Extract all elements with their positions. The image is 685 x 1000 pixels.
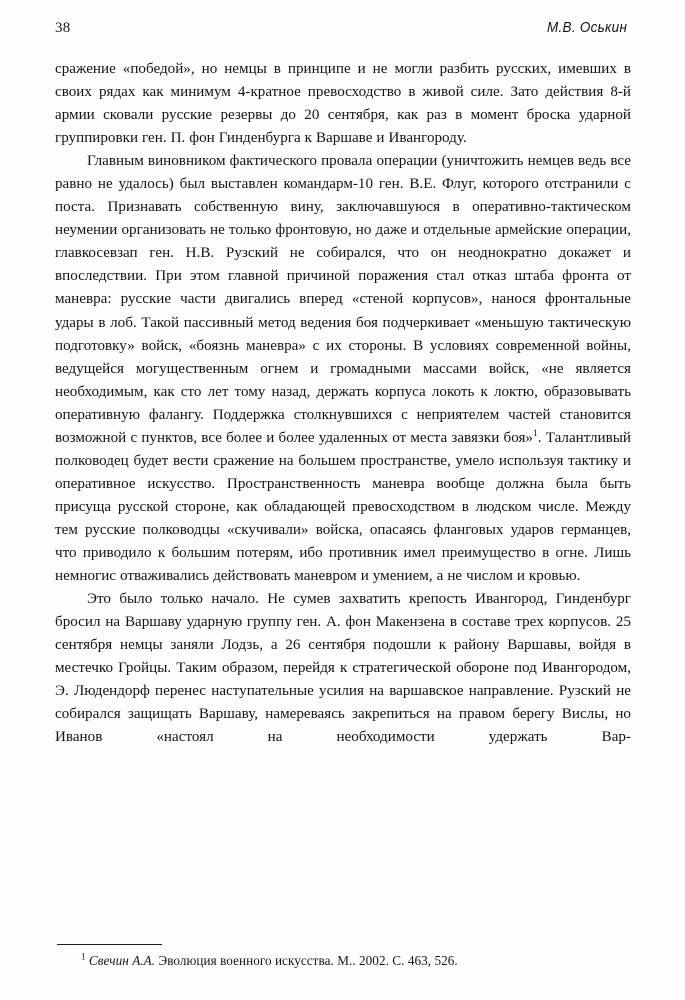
footnote-marker: 1 <box>81 951 86 962</box>
running-head <box>55 20 630 42</box>
paragraph-3: Это было только начало. Не сумев захватить крепость Ивангород, Гинденбург бросил на Варшаву ударную группу ген. А. фон Макензена в составе трех корпусов. 25 сентября немцы заняли Лодзь, а 26 сентября подошли к району Варшавы, войдя в местечко Гройцы. Таким образом, перейдя к стратегической обороне под Ивангородом, Э. Людендорф перенес наступательные усилия на варшавское направление. Рузский не собирался защищать Варшаву, намереваясь закрепиться на правом берегу Вислы, но Иванов «настоял на необходимости удержать Вар- <box>55 591 631 746</box>
paragraph-1: сражение «победой», но немцы в принципе и не могли разбить русских, имевших в своих рядах как минимум 4-кратное превосходство в живой силе. Зато действия 8-й армии сковали русские резервы до 20 сентября, как раз в момент броска ударной группировки ген. П. фон Гинденбурга к Варшаве и Ивангороду. <box>55 61 631 147</box>
footnote-separator-rule <box>57 944 162 945</box>
footnote-author: Свечин А.А. <box>88 953 156 968</box>
footnote-reference-marker[interactable]: 1 <box>533 428 538 439</box>
footnote-entry <box>55 952 631 970</box>
body-text-block <box>55 58 631 749</box>
footnote-reference-text: Эволюция военного искусства. М.. 2002. С. 463, 526. <box>155 953 458 968</box>
running-head-author: М.В. Оськин <box>546 20 627 36</box>
page-number: 38 <box>55 20 71 36</box>
paragraph-2-text-before-footnote: Главным виновником фактического провала операции (уничтожить немцев ведь все равно не удалось) был выставлен командарм-10 ген. В.Е. Флуг, которого отстранили с поста. Признавать собственную вину, заключавшуюся в оперативно-тактическом неумении организовать не только фронтовую, но даже и отдельные армейские операции, главкосевзап ген. Н.В. Рузский не собирался, что он неоднократно докажет и впоследствии. При этом главной причиной поражения стал отказ штаба фронта от маневра: русские части двигались вперед «стеной корпусов», нанося фронтальные удары в лоб. Такой пассивный метод ведения боя подчеркивает «меньшую тактическую подготовку» войск, «боязнь маневра» с их стороны. В условиях современной войны, ведущейся могущественным огнем и громадными массами войск, «не является необходимым, как сто лет тому назад, держать корпуса локоть к локтю, образовывать оперативную фалангу. Поддержка столкнувшихся с неприятелем частей становится возможной с пунктов, все более и более удаленных от места завязки боя» <box>55 153 631 446</box>
paragraph-2 <box>55 150 631 588</box>
paragraph-2-text-after-footnote: . Талантливый полководец будет вести сражение на большем пространстве, умело используя тактику и оперативное искусство. Пространственность маневра вообще должна была быть присуща русской стороне, как обладающей превосходством в людском числе. Между тем русские полководцы «скучивали» войска, опасаясь фланговых ударов германцев, что приводило к большим потерям, ибо противник имел преимущество в огне. Лишь немногис отваживались действовать маневром и умением, а не числом и кровью. <box>55 429 631 585</box>
footnote-zone <box>55 944 631 970</box>
